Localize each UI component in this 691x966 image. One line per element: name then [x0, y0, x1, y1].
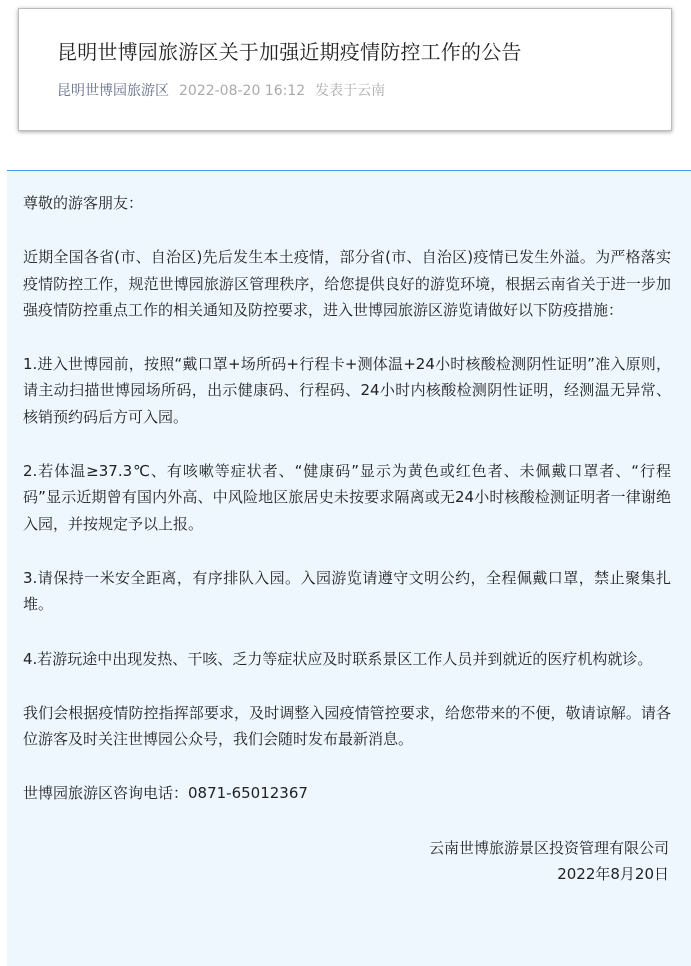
measure-item-1: 1.进入世博园前，按照“戴口罩+场所码+行程卡+测体温+24小时核酸检测阴性证明”准入原则，请主动扫描世博园场所码，出示健康码、行程码、24小时内核酸检测阴性证明，经测温无异常、核销预约码后方可入园。 [23, 355, 671, 426]
intro-paragraph: 近期全国各省(市、自治区)先后发生本土疫情，部分省(市、自治区)疫情已发生外溢。为严格落实疫情防控工作，规范世博园旅游区管理秩序，给您提供良好的游览环境，根据云南省关于进一步加强疫情防控重点工作的相关通知及防控要求，进入世博园旅游区游览请做好以下防疫措施： [23, 248, 671, 319]
measure-item-3: 3.请保持一米安全距离，有序排队入园。入园游览请遵守文明公约，全程佩戴口罩，禁止聚集扎堆。 [23, 568, 671, 614]
article-source-link[interactable]: 昆明世博园旅游区 [57, 83, 169, 99]
publish-location: 发表于云南 [315, 83, 386, 99]
article-meta [57, 80, 385, 100]
closing-paragraph: 我们会根据疫情防控指挥部要求，及时调整入园疫情管控要求，给您带来的不便，敬请谅解。请各位游客及时关注世博园公众号，我们会随时发布最新消息。 [23, 703, 671, 749]
contact-phone: 世博园旅游区咨询电话：0871-65012367 [23, 784, 308, 803]
measure-item-4: 4.若游玩途中出现发热、干咳、乏力等症状应及时联系景区工作人员并到就近的医疗机构就诊。 [23, 649, 653, 668]
notice-body [7, 170, 691, 966]
publish-time: 2022-08-20 16:12 [179, 83, 306, 99]
signature-company: 云南世博旅游景区投资管理有限公司 [428, 838, 669, 857]
greeting: 尊敬的游客朋友： [23, 194, 144, 212]
article-header-card [18, 8, 672, 131]
article-title: 昆明世博园旅游区关于加强近期疫情防控工作的公告 [57, 40, 522, 64]
signature-date: 2022年8月20日 [557, 865, 669, 884]
measure-item-2: 2.若体温≥37.3℃、有咳嗽等症状者、“健康码”显示为黄色或红色者、未佩戴口罩者、“行程码”显示近期曾有国内外高、中风险地区旅居史未按要求隔离或无24小时核酸检测证明者一律谢绝入园，并按规定予以上报。 [23, 462, 671, 533]
